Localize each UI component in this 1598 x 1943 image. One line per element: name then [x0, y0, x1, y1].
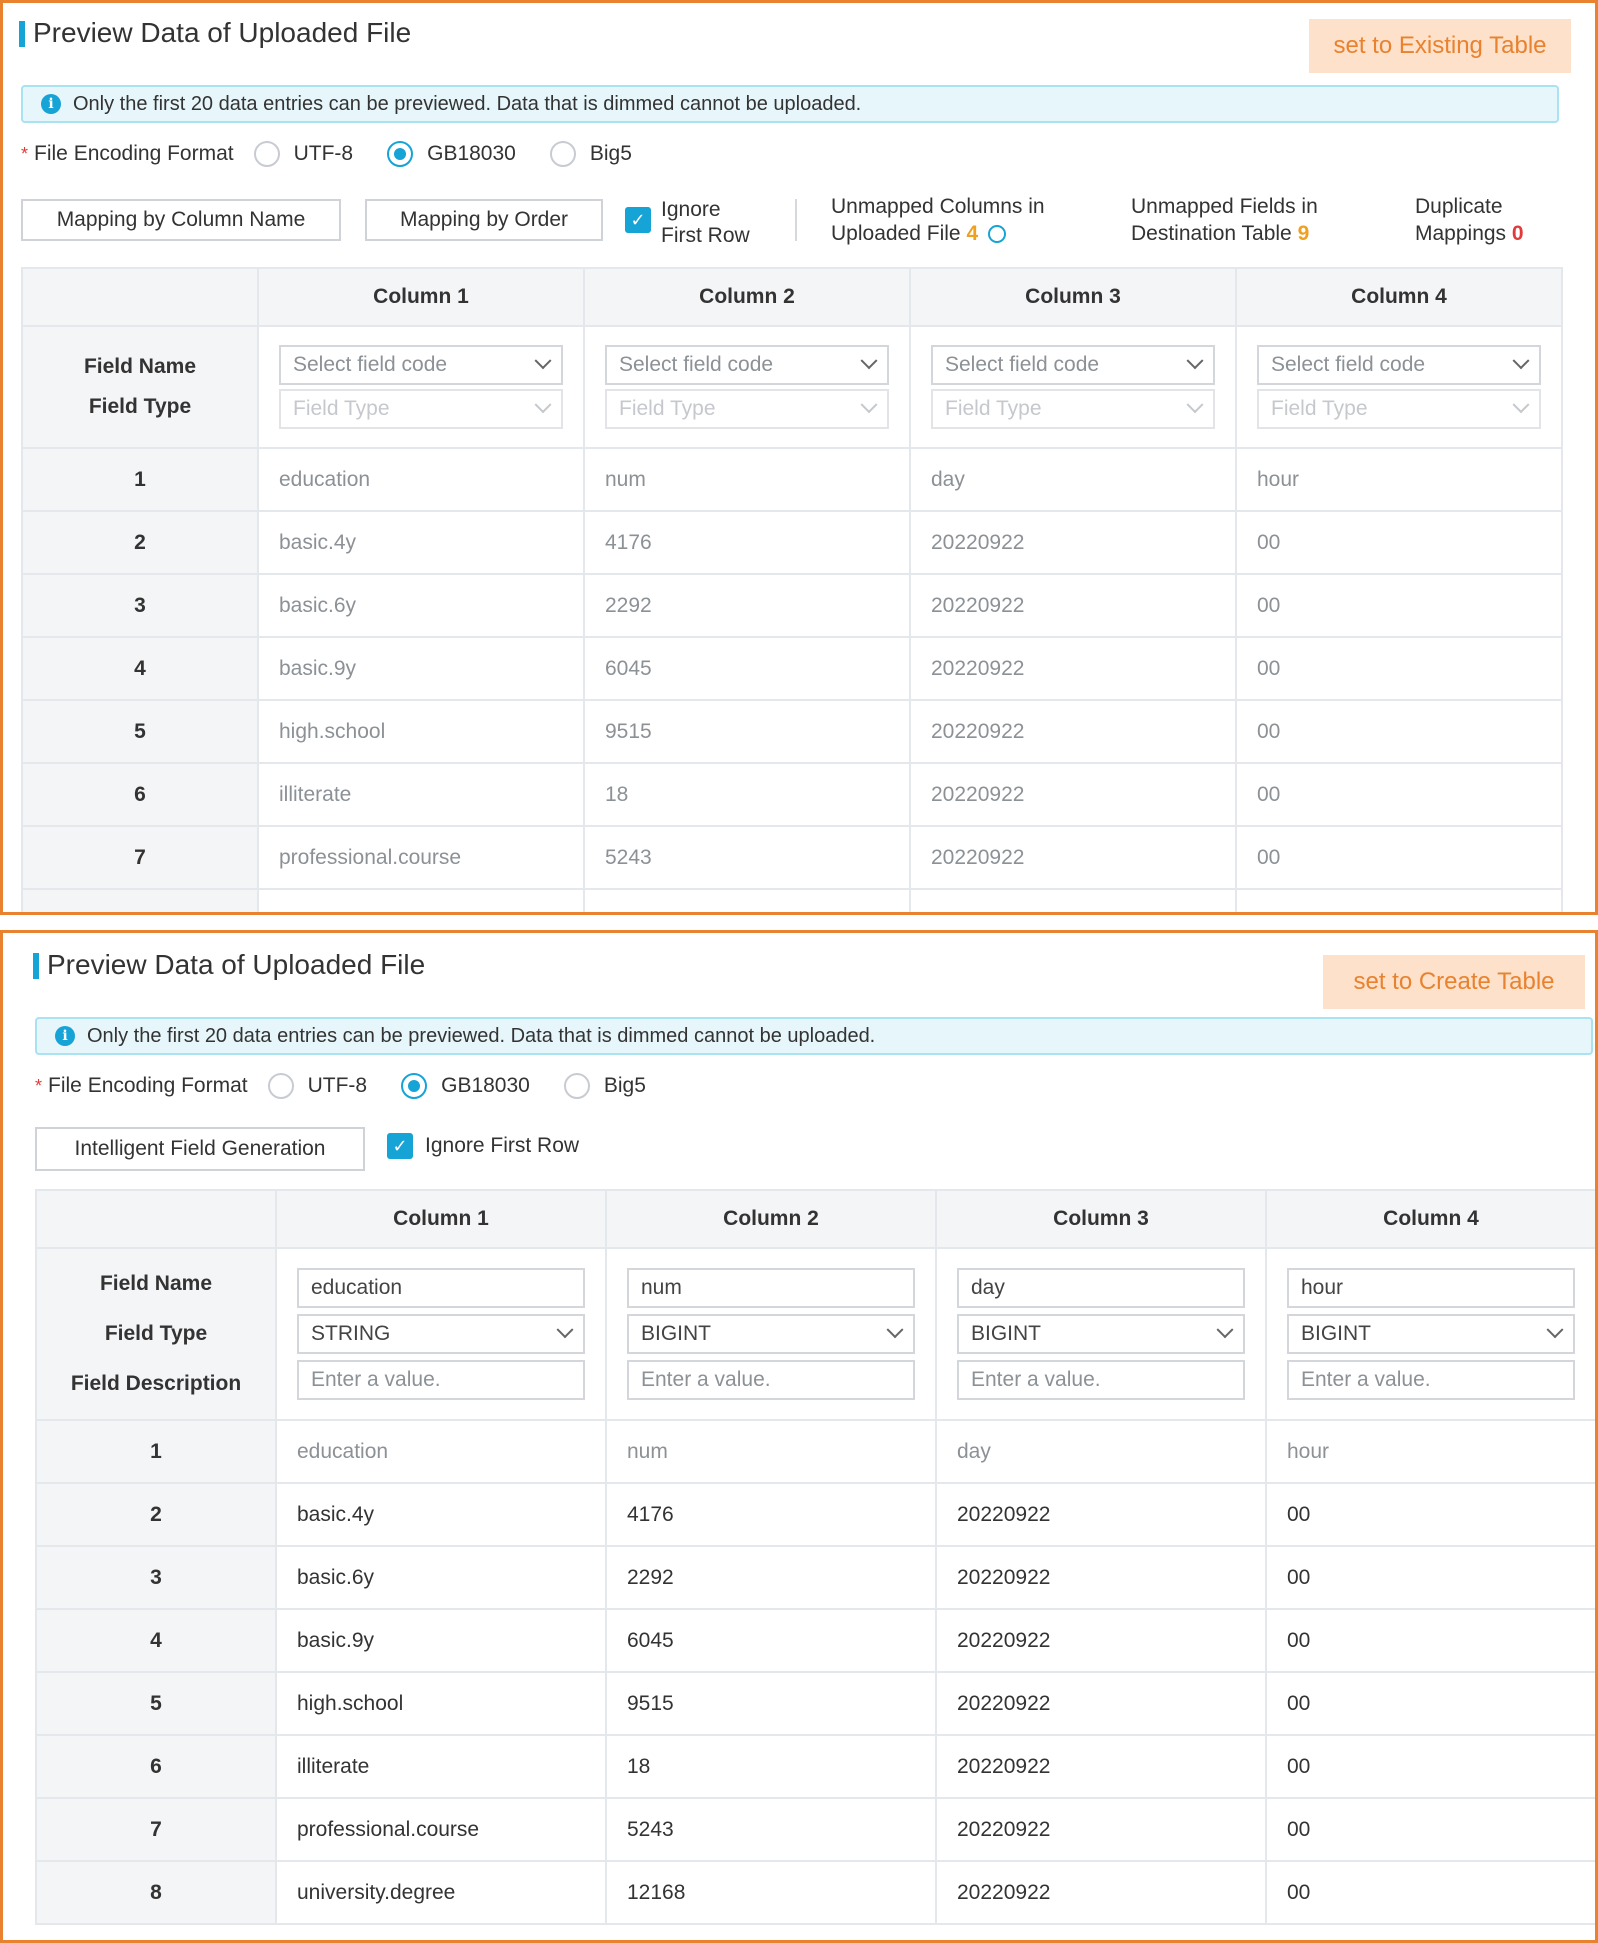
radio-circle[interactable]: [387, 141, 413, 167]
create-table-panel: [0, 930, 1598, 1943]
table-row: 5 high.school 9515 20220922 00: [36, 1672, 1596, 1735]
table-row: 2 basic.4y 4176 20220922 00: [22, 511, 1562, 574]
table-row: 7 professional.course 5243 20220922 00: [36, 1798, 1596, 1861]
unmapped-fields-count: 9: [1297, 222, 1310, 245]
table-header-row: [36, 1190, 1596, 1248]
field-name-input[interactable]: day: [957, 1268, 1245, 1308]
divider: [795, 199, 797, 241]
table-header-row: [22, 268, 1562, 326]
column-2-definition: [606, 1248, 936, 1420]
field-code-select[interactable]: Select field code: [931, 345, 1215, 385]
column-4-mapping: [1236, 326, 1562, 448]
chevron-down-icon: [557, 1321, 574, 1338]
column-header: Column 3: [910, 268, 1236, 326]
table-row: 1 education num day hour: [22, 448, 1562, 511]
field-definition-row: [36, 1248, 1596, 1420]
table-row: 7 professional.course 5243 20220922 00: [22, 826, 1562, 889]
field-description-input[interactable]: Enter a value.: [957, 1360, 1245, 1400]
column-header: Column 4: [1236, 268, 1562, 326]
preview-table: [21, 267, 1563, 915]
table-row-partial: [22, 889, 1562, 915]
encoding-row: [21, 141, 666, 167]
table-row: 4 basic.9y 6045 20220922 00: [36, 1609, 1596, 1672]
column-1-definition: [276, 1248, 606, 1420]
field-labels: Field Name Field Type: [22, 326, 258, 448]
radio-circle[interactable]: [254, 141, 280, 167]
table-row: 2 basic.4y 4176 20220922 00: [36, 1483, 1596, 1546]
field-name-input[interactable]: education: [297, 1268, 585, 1308]
encoding-label: File Encoding Format: [48, 1074, 248, 1097]
info-icon: i: [41, 94, 61, 114]
chevron-down-icon: [535, 396, 552, 413]
field-description-input[interactable]: Enter a value.: [627, 1360, 915, 1400]
column-header: Column 2: [606, 1190, 936, 1248]
field-description-input[interactable]: Enter a value.: [1287, 1360, 1575, 1400]
check-icon[interactable]: ✓: [625, 207, 651, 233]
ignore-first-row-checkbox[interactable]: [387, 1133, 579, 1159]
intelligent-field-generation-button[interactable]: Intelligent Field Generation: [35, 1127, 365, 1171]
field-name-input[interactable]: hour: [1287, 1268, 1575, 1308]
duplicate-mappings-stat: Duplicate Mappings 0: [1415, 195, 1524, 245]
column-header: Column 3: [936, 1190, 1266, 1248]
field-code-select[interactable]: Select field code: [605, 345, 889, 385]
chevron-down-icon: [1547, 1321, 1564, 1338]
required-mark: *: [35, 1075, 43, 1096]
chevron-down-icon: [1187, 352, 1204, 369]
radio-circle[interactable]: [268, 1073, 294, 1099]
mapping-by-order-button[interactable]: Mapping by Order: [365, 199, 603, 241]
existing-table-panel: [0, 0, 1598, 915]
info-icon: i: [55, 1026, 75, 1046]
set-existing-table-button[interactable]: set to Existing Table: [1309, 19, 1571, 73]
field-type-select: Field Type: [605, 389, 889, 429]
encoding-radio-utf8[interactable]: UTF-8: [268, 1073, 368, 1099]
unmapped-columns-count: 4: [966, 222, 979, 245]
unmapped-fields-stat: Unmapped Fields in Destination Table 9: [1131, 195, 1318, 245]
field-labels: Field Name Field Type Field Description: [36, 1248, 276, 1420]
info-text: Only the first 20 data entries can be previewed. Data that is dimmed cannot be uploaded.: [87, 1024, 876, 1047]
table-row: 3 basic.6y 2292 20220922 00: [36, 1546, 1596, 1609]
chevron-down-icon: [861, 352, 878, 369]
chevron-down-icon: [861, 396, 878, 413]
info-text: Only the first 20 data entries can be previewed. Data that is dimmed cannot be uploaded.: [73, 92, 862, 115]
table-row: 6 illiterate 18 20220922 00: [22, 763, 1562, 826]
field-type-select[interactable]: BIGINT: [627, 1314, 915, 1354]
radio-circle[interactable]: [401, 1073, 427, 1099]
corner-cell: [36, 1190, 276, 1248]
table-row: 8 university.degree 12168 20220922 00: [36, 1861, 1596, 1924]
radio-circle[interactable]: [564, 1073, 590, 1099]
chevron-down-icon: [535, 352, 552, 369]
chevron-down-icon: [887, 1321, 904, 1338]
table-row: 5 high.school 9515 20220922 00: [22, 700, 1562, 763]
field-type-select[interactable]: STRING: [297, 1314, 585, 1354]
column-header: Column 4: [1266, 1190, 1596, 1248]
field-description-input[interactable]: Enter a value.: [297, 1360, 585, 1400]
column-1-mapping: [258, 326, 584, 448]
chevron-down-icon: [1217, 1321, 1234, 1338]
column-3-definition: [936, 1248, 1266, 1420]
column-2-mapping: [584, 326, 910, 448]
field-mapping-row: [22, 326, 1562, 448]
ignore-first-row-label: Ignore First Row: [661, 198, 750, 247]
info-banner: [21, 85, 1559, 123]
field-type-select[interactable]: BIGINT: [957, 1314, 1245, 1354]
ignore-first-row-label: Ignore First Row: [425, 1134, 580, 1157]
column-header: Column 1: [258, 268, 584, 326]
encoding-radio-big5[interactable]: Big5: [550, 141, 632, 167]
field-code-select[interactable]: Select field code: [279, 345, 563, 385]
encoding-label: File Encoding Format: [34, 142, 234, 165]
page-title: Preview Data of Uploaded File: [19, 17, 411, 49]
duplicate-count: 0: [1511, 222, 1524, 245]
required-mark: *: [21, 143, 29, 164]
chevron-down-icon: [1187, 396, 1204, 413]
chevron-down-icon: [1513, 352, 1530, 369]
refresh-icon[interactable]: [988, 225, 1006, 243]
field-name-input[interactable]: num: [627, 1268, 915, 1308]
encoding-row: [35, 1073, 680, 1099]
table-row: 3 basic.6y 2292 20220922 00: [22, 574, 1562, 637]
encoding-radio-gb18030[interactable]: GB18030: [387, 141, 516, 167]
chevron-down-icon: [1513, 396, 1530, 413]
corner-cell: [22, 268, 258, 326]
encoding-radio-big5[interactable]: Big5: [564, 1073, 646, 1099]
field-type-select: Field Type: [1257, 389, 1541, 429]
preview-table: [35, 1189, 1597, 1925]
field-type-select: Field Type: [279, 389, 563, 429]
mapping-by-column-name-button[interactable]: Mapping by Column Name: [21, 199, 341, 241]
check-icon[interactable]: ✓: [387, 1133, 413, 1159]
info-banner: [35, 1017, 1593, 1055]
column-header: Column 2: [584, 268, 910, 326]
field-type-select: Field Type: [931, 389, 1215, 429]
column-3-mapping: [910, 326, 1236, 448]
ignore-first-row-checkbox[interactable]: [625, 197, 761, 249]
table-row: 4 basic.9y 6045 20220922 00: [22, 637, 1562, 700]
page-title: Preview Data of Uploaded File: [33, 949, 425, 981]
unmapped-columns-stat: Unmapped Columns in Uploaded File 4: [831, 195, 1045, 245]
encoding-radio-utf8[interactable]: UTF-8: [254, 141, 354, 167]
column-header: Column 1: [276, 1190, 606, 1248]
set-create-table-button[interactable]: set to Create Table: [1323, 955, 1585, 1009]
field-code-select[interactable]: Select field code: [1257, 345, 1541, 385]
radio-circle[interactable]: [550, 141, 576, 167]
encoding-radio-gb18030[interactable]: GB18030: [401, 1073, 530, 1099]
column-4-definition: [1266, 1248, 1596, 1420]
table-row: 6 illiterate 18 20220922 00: [36, 1735, 1596, 1798]
table-row: 1 education num day hour: [36, 1420, 1596, 1483]
field-type-select[interactable]: BIGINT: [1287, 1314, 1575, 1354]
